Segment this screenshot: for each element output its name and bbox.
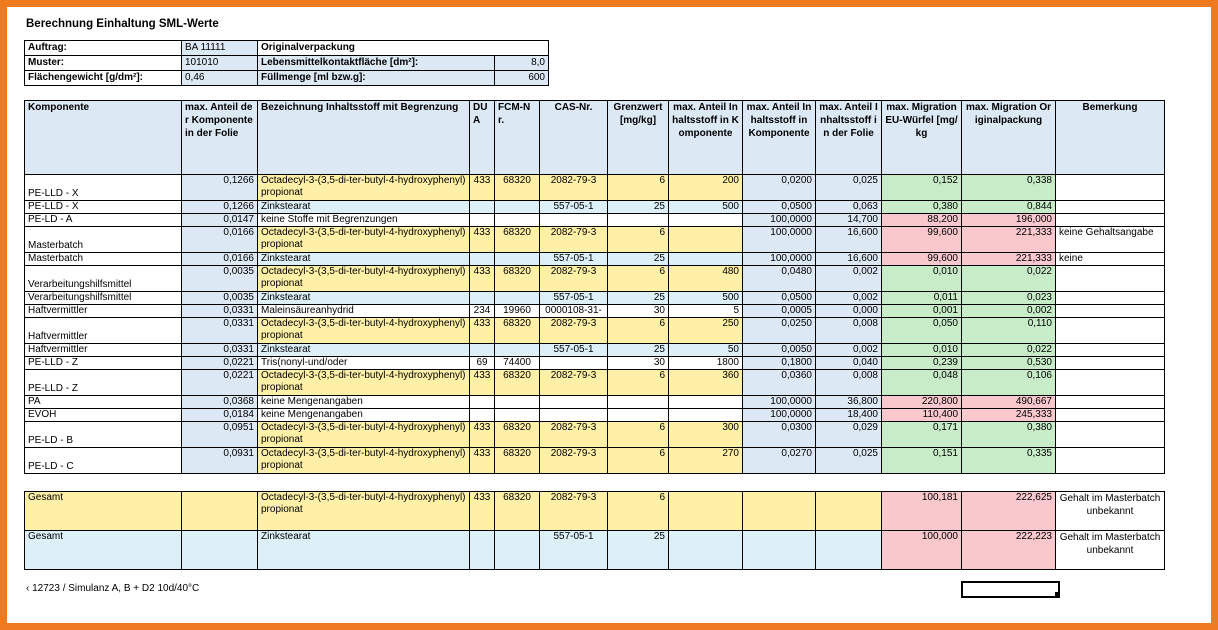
limit-cell[interactable]: 25 [608, 253, 669, 266]
fcm-cell[interactable] [495, 396, 540, 409]
share-cell[interactable]: 0,0951 [182, 422, 258, 448]
share-cell[interactable]: 0,0184 [182, 409, 258, 422]
content-film-cell[interactable]: 0,040 [816, 357, 882, 370]
content-cell[interactable] [669, 253, 743, 266]
share-cell[interactable]: 0,1266 [182, 175, 258, 201]
content-cell[interactable]: 1800 [669, 357, 743, 370]
content-film-cell[interactable]: 0,002 [816, 292, 882, 305]
substance-cell[interactable]: keine Mengenangaben [258, 396, 470, 409]
total-cas-cell[interactable]: 2082-79-3 [540, 492, 608, 531]
total-dua-cell[interactable]: 433 [470, 492, 495, 531]
fuell-label[interactable]: Füllmenge [ml bzw.g]: [258, 71, 495, 86]
remark-cell[interactable] [1056, 175, 1165, 201]
remark-cell[interactable] [1056, 344, 1165, 357]
dua-cell[interactable]: 433 [470, 175, 495, 201]
migration-eu-cell[interactable]: 110,400 [882, 409, 962, 422]
header-cell[interactable]: FCM-Nr. [495, 101, 540, 175]
limit-cell[interactable]: 6 [608, 422, 669, 448]
total-content-component-cell[interactable] [743, 492, 816, 531]
component-cell[interactable]: Haftvermittler [25, 318, 182, 344]
share-cell[interactable]: 0,0147 [182, 214, 258, 227]
migration-eu-cell[interactable]: 99,600 [882, 253, 962, 266]
muster-label[interactable]: Muster: [25, 56, 182, 71]
header-cell[interactable]: max. Anteil Inhaltsstoff in Komponente [669, 101, 743, 175]
content-film-cell[interactable]: 0,025 [816, 175, 882, 201]
total-substance-cell[interactable]: Zinkstearat [258, 531, 470, 570]
substance-cell[interactable]: Octadecyl-3-(3,5-di-ter-butyl-4-hydroxyphenyl) propionat [258, 227, 470, 253]
dua-cell[interactable] [470, 292, 495, 305]
table-row [25, 214, 1165, 227]
table-row [25, 448, 1165, 474]
cas-cell[interactable]: 2082-79-3 [540, 370, 608, 396]
table-row [25, 201, 1165, 214]
totals-table [24, 491, 1165, 570]
share-cell[interactable]: 0,0331 [182, 344, 258, 357]
migration-orig-cell[interactable]: 0,106 [962, 370, 1056, 396]
content-component-cell[interactable]: 0,0005 [743, 305, 816, 318]
cas-cell[interactable]: 2082-79-3 [540, 266, 608, 292]
cas-cell[interactable]: 2082-79-3 [540, 318, 608, 344]
total-fcm-cell[interactable]: 68320 [495, 492, 540, 531]
cas-cell[interactable]: 557-05-1 [540, 292, 608, 305]
fcm-cell[interactable] [495, 214, 540, 227]
table-row [25, 175, 1165, 201]
migration-orig-cell[interactable]: 0,338 [962, 175, 1056, 201]
limit-cell[interactable]: 6 [608, 227, 669, 253]
migration-orig-cell[interactable]: 0,844 [962, 201, 1056, 214]
kontakt-label[interactable]: Lebensmittelkontaktfläche [dm²]: [258, 56, 495, 71]
content-component-cell[interactable]: 0,1800 [743, 357, 816, 370]
total-share-cell[interactable] [182, 492, 258, 531]
substance-cell[interactable]: Zinkstearat [258, 253, 470, 266]
remark-cell[interactable] [1056, 318, 1165, 344]
share-cell[interactable]: 0,0035 [182, 266, 258, 292]
fcm-cell[interactable]: 19960 [495, 305, 540, 318]
cas-cell[interactable]: 2082-79-3 [540, 448, 608, 474]
table-row [25, 344, 1165, 357]
limit-cell[interactable]: 6 [608, 175, 669, 201]
content-component-cell[interactable]: 0,0270 [743, 448, 816, 474]
total-limit-cell[interactable]: 25 [608, 531, 669, 570]
migration-eu-cell[interactable]: 0,239 [882, 357, 962, 370]
content-component-cell[interactable]: 0,0050 [743, 344, 816, 357]
fcm-cell[interactable]: 68320 [495, 370, 540, 396]
migration-orig-cell[interactable]: 490,667 [962, 396, 1056, 409]
sheet-title: Berechnung Einhaltung SML-Werte [26, 18, 219, 30]
limit-cell[interactable]: 6 [608, 448, 669, 474]
substance-cell[interactable]: Octadecyl-3-(3,5-di-ter-butyl-4-hydroxyphenyl) propionat [258, 266, 470, 292]
migration-eu-cell[interactable]: 0,171 [882, 422, 962, 448]
fcm-cell[interactable]: 68320 [495, 175, 540, 201]
substance-cell[interactable]: Octadecyl-3-(3,5-di-ter-butyl-4-hydroxyphenyl) propionat [258, 175, 470, 201]
content-cell[interactable]: 480 [669, 266, 743, 292]
total-migration-orig-cell[interactable]: 222,625 [962, 492, 1056, 531]
header-cell[interactable]: Komponente [25, 101, 182, 175]
dua-cell[interactable]: 433 [470, 422, 495, 448]
content-film-cell[interactable]: 16,600 [816, 227, 882, 253]
dua-cell[interactable]: 433 [470, 370, 495, 396]
fcm-cell[interactable] [495, 344, 540, 357]
fcm-cell[interactable]: 68320 [495, 318, 540, 344]
migration-eu-cell[interactable]: 99,600 [882, 227, 962, 253]
substance-cell[interactable]: Zinkstearat [258, 201, 470, 214]
migration-eu-cell[interactable]: 0,152 [882, 175, 962, 201]
header-cell[interactable]: max. Migration Originalpackung [962, 101, 1056, 175]
header-cell[interactable]: max. Migration EU-Würfel [mg/kg [882, 101, 962, 175]
content-cell[interactable]: 300 [669, 422, 743, 448]
content-film-cell[interactable]: 0,008 [816, 370, 882, 396]
cas-cell[interactable] [540, 214, 608, 227]
component-cell[interactable]: Verarbeitungshilfsmittel [25, 266, 182, 292]
content-film-cell[interactable]: 0,002 [816, 344, 882, 357]
share-cell[interactable]: 0,0166 [182, 253, 258, 266]
original-label[interactable]: Originalverpackung [258, 41, 549, 56]
component-cell[interactable]: Haftvermittler [25, 344, 182, 357]
limit-cell[interactable] [608, 396, 669, 409]
content-film-cell[interactable]: 0,063 [816, 201, 882, 214]
total-dua-cell[interactable] [470, 531, 495, 570]
component-cell[interactable]: PE-LLD - Z [25, 370, 182, 396]
total-remark-cell[interactable]: Gehalt im Masterbatch unbekannt [1056, 531, 1165, 570]
table-row [25, 292, 1165, 305]
remark-cell[interactable]: keine [1056, 253, 1165, 266]
migration-orig-cell[interactable]: 245,333 [962, 409, 1056, 422]
total-remark-cell[interactable]: Gehalt im Masterbatch unbekannt [1056, 492, 1165, 531]
limit-cell[interactable]: 25 [608, 201, 669, 214]
fill-handle[interactable] [1055, 592, 1060, 597]
total-fcm-cell[interactable] [495, 531, 540, 570]
total-content-cell[interactable] [669, 531, 743, 570]
migration-eu-cell[interactable]: 0,011 [882, 292, 962, 305]
total-label-cell[interactable]: Gesamt [25, 531, 182, 570]
dua-cell[interactable] [470, 344, 495, 357]
content-cell[interactable]: 250 [669, 318, 743, 344]
total-label-cell[interactable]: Gesamt [25, 492, 182, 531]
substance-cell[interactable]: Zinkstearat [258, 344, 470, 357]
share-cell[interactable]: 0,0221 [182, 370, 258, 396]
component-cell[interactable]: PE-LD - B [25, 422, 182, 448]
content-film-cell[interactable]: 36,800 [816, 396, 882, 409]
fcm-cell[interactable] [495, 253, 540, 266]
header-cell[interactable]: max. Anteil Inhaltsstoff in der Folie [816, 101, 882, 175]
fcm-cell[interactable]: 68320 [495, 227, 540, 253]
content-cell[interactable] [669, 396, 743, 409]
content-cell[interactable]: 5 [669, 305, 743, 318]
migration-orig-cell[interactable]: 0,530 [962, 357, 1056, 370]
remark-cell[interactable] [1056, 214, 1165, 227]
substance-cell[interactable]: Octadecyl-3-(3,5-di-ter-butyl-4-hydroxyphenyl) propionat [258, 422, 470, 448]
migration-eu-cell[interactable]: 0,048 [882, 370, 962, 396]
cas-cell[interactable]: 557-05-1 [540, 253, 608, 266]
auftrag-label[interactable]: Auftrag: [25, 41, 182, 56]
header-row [25, 101, 1165, 175]
cas-cell[interactable]: 2082-79-3 [540, 175, 608, 201]
content-cell[interactable] [669, 227, 743, 253]
fcm-cell[interactable]: 74400 [495, 357, 540, 370]
dua-cell[interactable] [470, 396, 495, 409]
migration-eu-cell[interactable]: 88,200 [882, 214, 962, 227]
content-cell[interactable] [669, 409, 743, 422]
content-component-cell[interactable]: 0,0200 [743, 175, 816, 201]
share-cell[interactable]: 0,0331 [182, 305, 258, 318]
fcm-cell[interactable] [495, 292, 540, 305]
gewicht-label[interactable]: Flächengewicht [g/dm²]: [25, 71, 182, 86]
limit-cell[interactable]: 6 [608, 318, 669, 344]
cas-cell[interactable] [540, 409, 608, 422]
share-cell[interactable]: 0,0221 [182, 357, 258, 370]
content-film-cell[interactable]: 0,000 [816, 305, 882, 318]
table-row [25, 266, 1165, 292]
limit-cell[interactable]: 25 [608, 344, 669, 357]
content-cell[interactable]: 50 [669, 344, 743, 357]
component-cell[interactable]: PE-LD - A [25, 214, 182, 227]
component-cell[interactable]: EVOH [25, 409, 182, 422]
component-cell[interactable]: Verarbeitungshilfsmittel [25, 292, 182, 305]
header-cell[interactable]: Grenzwert [mg/kg] [608, 101, 669, 175]
total-substance-cell[interactable]: Octadecyl-3-(3,5-di-ter-butyl-4-hydroxyphenyl) propionat [258, 492, 470, 531]
migration-orig-cell[interactable]: 0,335 [962, 448, 1056, 474]
migration-eu-cell[interactable]: 0,050 [882, 318, 962, 344]
substance-cell[interactable]: Octadecyl-3-(3,5-di-ter-butyl-4-hydroxyphenyl) propionat [258, 370, 470, 396]
cas-cell[interactable]: 2082-79-3 [540, 227, 608, 253]
table-row [25, 253, 1165, 266]
cas-cell[interactable] [540, 396, 608, 409]
component-cell[interactable]: Masterbatch [25, 227, 182, 253]
spreadsheet-sheet [7, 7, 1211, 623]
share-cell[interactable]: 0,1266 [182, 201, 258, 214]
migration-orig-cell[interactable]: 0,380 [962, 422, 1056, 448]
content-component-cell[interactable]: 0,0360 [743, 370, 816, 396]
limit-cell[interactable] [608, 214, 669, 227]
migration-eu-cell[interactable]: 0,010 [882, 266, 962, 292]
table-row [25, 422, 1165, 448]
migration-eu-cell[interactable]: 0,151 [882, 448, 962, 474]
content-component-cell[interactable]: 0,0500 [743, 292, 816, 305]
migration-orig-cell[interactable]: 0,023 [962, 292, 1056, 305]
content-cell[interactable]: 200 [669, 175, 743, 201]
total-limit-cell[interactable]: 6 [608, 492, 669, 531]
total-content-film-cell[interactable] [816, 531, 882, 570]
remark-cell[interactable]: keine Gehaltsangabe [1056, 227, 1165, 253]
limit-cell[interactable]: 30 [608, 357, 669, 370]
total-migration-eu-cell[interactable]: 100,181 [882, 492, 962, 531]
dua-cell[interactable] [470, 409, 495, 422]
share-cell[interactable]: 0,0331 [182, 318, 258, 344]
remark-cell[interactable] [1056, 396, 1165, 409]
limit-cell[interactable] [608, 409, 669, 422]
content-cell[interactable]: 270 [669, 448, 743, 474]
substance-cell[interactable]: keine Mengenangaben [258, 409, 470, 422]
footer-note: ‹ 12723 / Simulanz A, B + D2 10d/40°C [26, 583, 200, 594]
component-cell[interactable]: PA [25, 396, 182, 409]
migration-orig-cell[interactable]: 221,333 [962, 253, 1056, 266]
header-cell[interactable]: Bezeichnung Inhaltsstoff mit Begrenzung [258, 101, 470, 175]
substance-cell[interactable]: Tris(nonyl-und/oder [258, 357, 470, 370]
cas-cell[interactable]: 0000108-31- [540, 305, 608, 318]
migration-orig-cell[interactable]: 196,000 [962, 214, 1056, 227]
content-cell[interactable] [669, 214, 743, 227]
total-migration-eu-cell[interactable]: 100,000 [882, 531, 962, 570]
header-cell[interactable]: CAS-Nr. [540, 101, 608, 175]
component-cell[interactable]: PE-LD - C [25, 448, 182, 474]
components-table [24, 100, 1165, 474]
muster-value[interactable]: 101010 [182, 56, 258, 71]
content-film-cell[interactable]: 0,029 [816, 422, 882, 448]
component-cell[interactable]: PE-LLD - X [25, 175, 182, 201]
content-component-cell[interactable]: 100,0000 [743, 214, 816, 227]
migration-orig-cell[interactable]: 0,110 [962, 318, 1056, 344]
table-row [25, 370, 1165, 396]
content-component-cell[interactable]: 0,0250 [743, 318, 816, 344]
content-film-cell[interactable]: 0,008 [816, 318, 882, 344]
total-cas-cell[interactable]: 557-05-1 [540, 531, 608, 570]
fcm-cell[interactable]: 68320 [495, 422, 540, 448]
content-film-cell[interactable]: 18,400 [816, 409, 882, 422]
cas-cell[interactable] [540, 357, 608, 370]
substance-cell[interactable]: Octadecyl-3-(3,5-di-ter-butyl-4-hydroxyphenyl) propionat [258, 318, 470, 344]
component-cell[interactable]: PE-LLD - X [25, 201, 182, 214]
share-cell[interactable]: 0,0035 [182, 292, 258, 305]
component-cell[interactable]: PE-LLD - Z [25, 357, 182, 370]
content-film-cell[interactable]: 16,600 [816, 253, 882, 266]
component-cell[interactable]: Masterbatch [25, 253, 182, 266]
table-row [25, 227, 1165, 253]
remark-cell[interactable] [1056, 292, 1165, 305]
remark-cell[interactable] [1056, 448, 1165, 474]
dua-cell[interactable]: 433 [470, 318, 495, 344]
content-component-cell[interactable]: 100,0000 [743, 396, 816, 409]
total-row [25, 492, 1165, 531]
header-cell[interactable]: DUA [470, 101, 495, 175]
content-film-cell[interactable]: 14,700 [816, 214, 882, 227]
selected-cell[interactable] [961, 581, 1060, 598]
migration-eu-cell[interactable]: 220,800 [882, 396, 962, 409]
remark-cell[interactable] [1056, 370, 1165, 396]
dua-cell[interactable]: 433 [470, 266, 495, 292]
migration-orig-cell[interactable]: 221,333 [962, 227, 1056, 253]
share-cell[interactable]: 0,0931 [182, 448, 258, 474]
content-cell[interactable]: 500 [669, 292, 743, 305]
fcm-cell[interactable]: 68320 [495, 266, 540, 292]
migration-orig-cell[interactable]: 0,002 [962, 305, 1056, 318]
content-component-cell[interactable]: 0,0300 [743, 422, 816, 448]
dua-cell[interactable]: 433 [470, 448, 495, 474]
content-component-cell[interactable]: 100,0000 [743, 253, 816, 266]
gewicht-value[interactable]: 0,46 [182, 71, 258, 86]
content-component-cell[interactable]: 0,0480 [743, 266, 816, 292]
table-row [25, 409, 1165, 422]
share-cell[interactable]: 0,0368 [182, 396, 258, 409]
content-cell[interactable]: 500 [669, 201, 743, 214]
limit-cell[interactable]: 30 [608, 305, 669, 318]
remark-cell[interactable] [1056, 422, 1165, 448]
table-row [25, 305, 1165, 318]
remark-cell[interactable] [1056, 266, 1165, 292]
kontakt-value[interactable]: 8,0 [495, 56, 549, 71]
migration-eu-cell[interactable]: 0,001 [882, 305, 962, 318]
migration-eu-cell[interactable]: 0,380 [882, 201, 962, 214]
limit-cell[interactable]: 25 [608, 292, 669, 305]
fcm-cell[interactable] [495, 201, 540, 214]
total-content-component-cell[interactable] [743, 531, 816, 570]
substance-cell[interactable]: Octadecyl-3-(3,5-di-ter-butyl-4-hydroxyphenyl) propionat [258, 448, 470, 474]
remark-cell[interactable] [1056, 357, 1165, 370]
cas-cell[interactable]: 557-05-1 [540, 201, 608, 214]
component-cell[interactable]: Haftvermittler [25, 305, 182, 318]
dua-cell[interactable]: 234 [470, 305, 495, 318]
content-film-cell[interactable]: 0,025 [816, 448, 882, 474]
content-component-cell[interactable]: 100,0000 [743, 227, 816, 253]
total-content-cell[interactable] [669, 492, 743, 531]
total-content-film-cell[interactable] [816, 492, 882, 531]
cas-cell[interactable]: 557-05-1 [540, 344, 608, 357]
migration-orig-cell[interactable]: 0,022 [962, 266, 1056, 292]
fuell-value[interactable]: 600 [495, 71, 549, 86]
remark-cell[interactable] [1056, 305, 1165, 318]
remark-cell[interactable] [1056, 409, 1165, 422]
auftrag-value[interactable]: BA 11111 [182, 41, 258, 56]
dua-cell[interactable] [470, 253, 495, 266]
dua-cell[interactable]: 433 [470, 227, 495, 253]
dua-cell[interactable] [470, 201, 495, 214]
cas-cell[interactable]: 2082-79-3 [540, 422, 608, 448]
dua-cell[interactable] [470, 214, 495, 227]
header-cell[interactable]: max. Anteil der Komponente in der Folie [182, 101, 258, 175]
table-row [25, 396, 1165, 409]
order-info-table [24, 40, 549, 86]
total-share-cell[interactable] [182, 531, 258, 570]
substance-cell[interactable]: keine Stoffe mit Begrenzungen [258, 214, 470, 227]
fcm-cell[interactable] [495, 409, 540, 422]
content-cell[interactable]: 360 [669, 370, 743, 396]
header-cell[interactable]: Bemerkung [1056, 101, 1165, 175]
migration-eu-cell[interactable]: 0,010 [882, 344, 962, 357]
total-row [25, 531, 1165, 570]
table-row [25, 357, 1165, 370]
table-row [25, 318, 1165, 344]
total-migration-orig-cell[interactable]: 222,223 [962, 531, 1056, 570]
share-cell[interactable]: 0,0166 [182, 227, 258, 253]
remark-cell[interactable] [1056, 201, 1165, 214]
migration-orig-cell[interactable]: 0,022 [962, 344, 1056, 357]
content-film-cell[interactable]: 0,002 [816, 266, 882, 292]
content-component-cell[interactable]: 0,0500 [743, 201, 816, 214]
limit-cell[interactable]: 6 [608, 266, 669, 292]
substance-cell[interactable]: Zinkstearat [258, 292, 470, 305]
dua-cell[interactable]: 69 [470, 357, 495, 370]
substance-cell[interactable]: Maleinsäureanhydrid [258, 305, 470, 318]
header-cell[interactable]: max. Anteil Inhaltsstoff in Komponente [743, 101, 816, 175]
content-component-cell[interactable]: 100,0000 [743, 409, 816, 422]
fcm-cell[interactable]: 68320 [495, 448, 540, 474]
limit-cell[interactable]: 6 [608, 370, 669, 396]
